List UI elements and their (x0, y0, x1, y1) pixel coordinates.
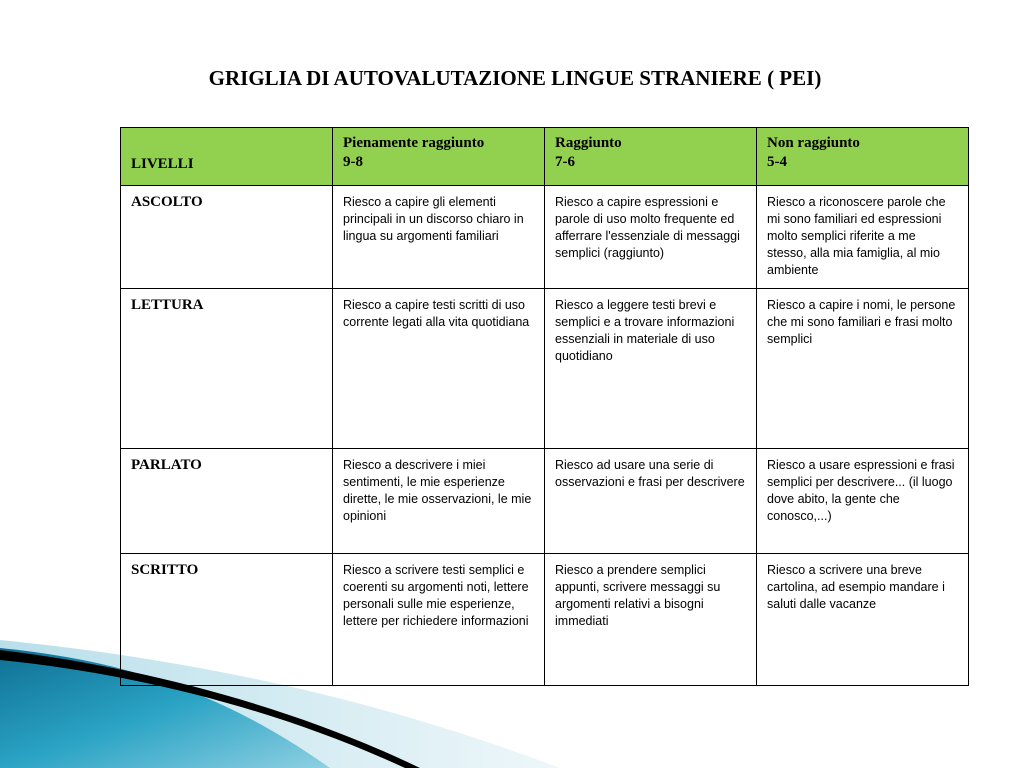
row-label: LETTURA (121, 289, 333, 449)
table-cell: Riesco a leggere testi brevi e semplici e a trovare informazioni essenziali in materiale di uso quotidiano (545, 289, 757, 449)
page-title: GRIGLIA DI AUTOVALUTAZIONE LINGUE STRANIERE ( PEI) (208, 66, 822, 90)
header-score: 5-4 (767, 154, 787, 170)
table-cell: Riesco a capire gli elementi principali in un discorso chiaro in lingua su argomenti familiari (333, 186, 545, 289)
table-cell: Riesco ad usare una serie di osservazioni e frasi per descrivere (545, 449, 757, 554)
header-label: Non raggiunto (767, 135, 860, 151)
table-cell: Riesco a capire testi scritti di uso corrente legati alla vita quotidiana (333, 289, 545, 449)
header-score: 7-6 (555, 154, 575, 170)
table-cell: Riesco a riconoscere parole che mi sono familiari ed espressioni molto semplici riferite a me stesso, alla mia famiglia, al mio ambiente (757, 186, 969, 289)
header-raggiunto (545, 128, 757, 186)
self-assessment-table (120, 127, 969, 686)
table-cell: Riesco a scrivere una breve cartolina, ad esempio mandare i saluti dalle vacanze (757, 554, 969, 686)
table-cell: Riesco a scrivere testi semplici e coerenti su argomenti noti, lettere personali sulle mie esperienze, lettere per richiedere informazioni (333, 554, 545, 686)
header-label: Raggiunto (555, 135, 622, 151)
header-corner-livelli: LIVELLI (121, 128, 333, 186)
table-cell: Riesco a prendere semplici appunti, scrivere messaggi su argomenti relativi a bisogni immediati (545, 554, 757, 686)
row-label: PARLATO (121, 449, 333, 554)
row-label: SCRITTO (121, 554, 333, 686)
table-header-row (121, 128, 969, 186)
table-cell: Riesco a capire espressioni e parole di uso molto frequente ed afferrare l'essenziale di messaggi semplici (raggiunto) (545, 186, 757, 289)
table-cell: Riesco a descrivere i miei sentimenti, le mie esperienze dirette, le mie osservazioni, le mie opinioni (333, 449, 545, 554)
table-cell: Riesco a capire i nomi, le persone che mi sono familiari e frasi molto semplici (757, 289, 969, 449)
table-cell: Riesco a usare espressioni e frasi semplici per descrivere... (il luogo dove abito, la gente che conosco,...) (757, 449, 969, 554)
table-row-scritto (121, 554, 969, 686)
header-pienamente-raggiunto (333, 128, 545, 186)
header-label: Pienamente raggiunto (343, 135, 485, 151)
header-score: 9-8 (343, 154, 363, 170)
header-non-raggiunto (757, 128, 969, 186)
table-row-lettura (121, 289, 969, 449)
table-row-ascolto (121, 186, 969, 289)
table-row-parlato (121, 449, 969, 554)
row-label: ASCOLTO (121, 186, 333, 289)
